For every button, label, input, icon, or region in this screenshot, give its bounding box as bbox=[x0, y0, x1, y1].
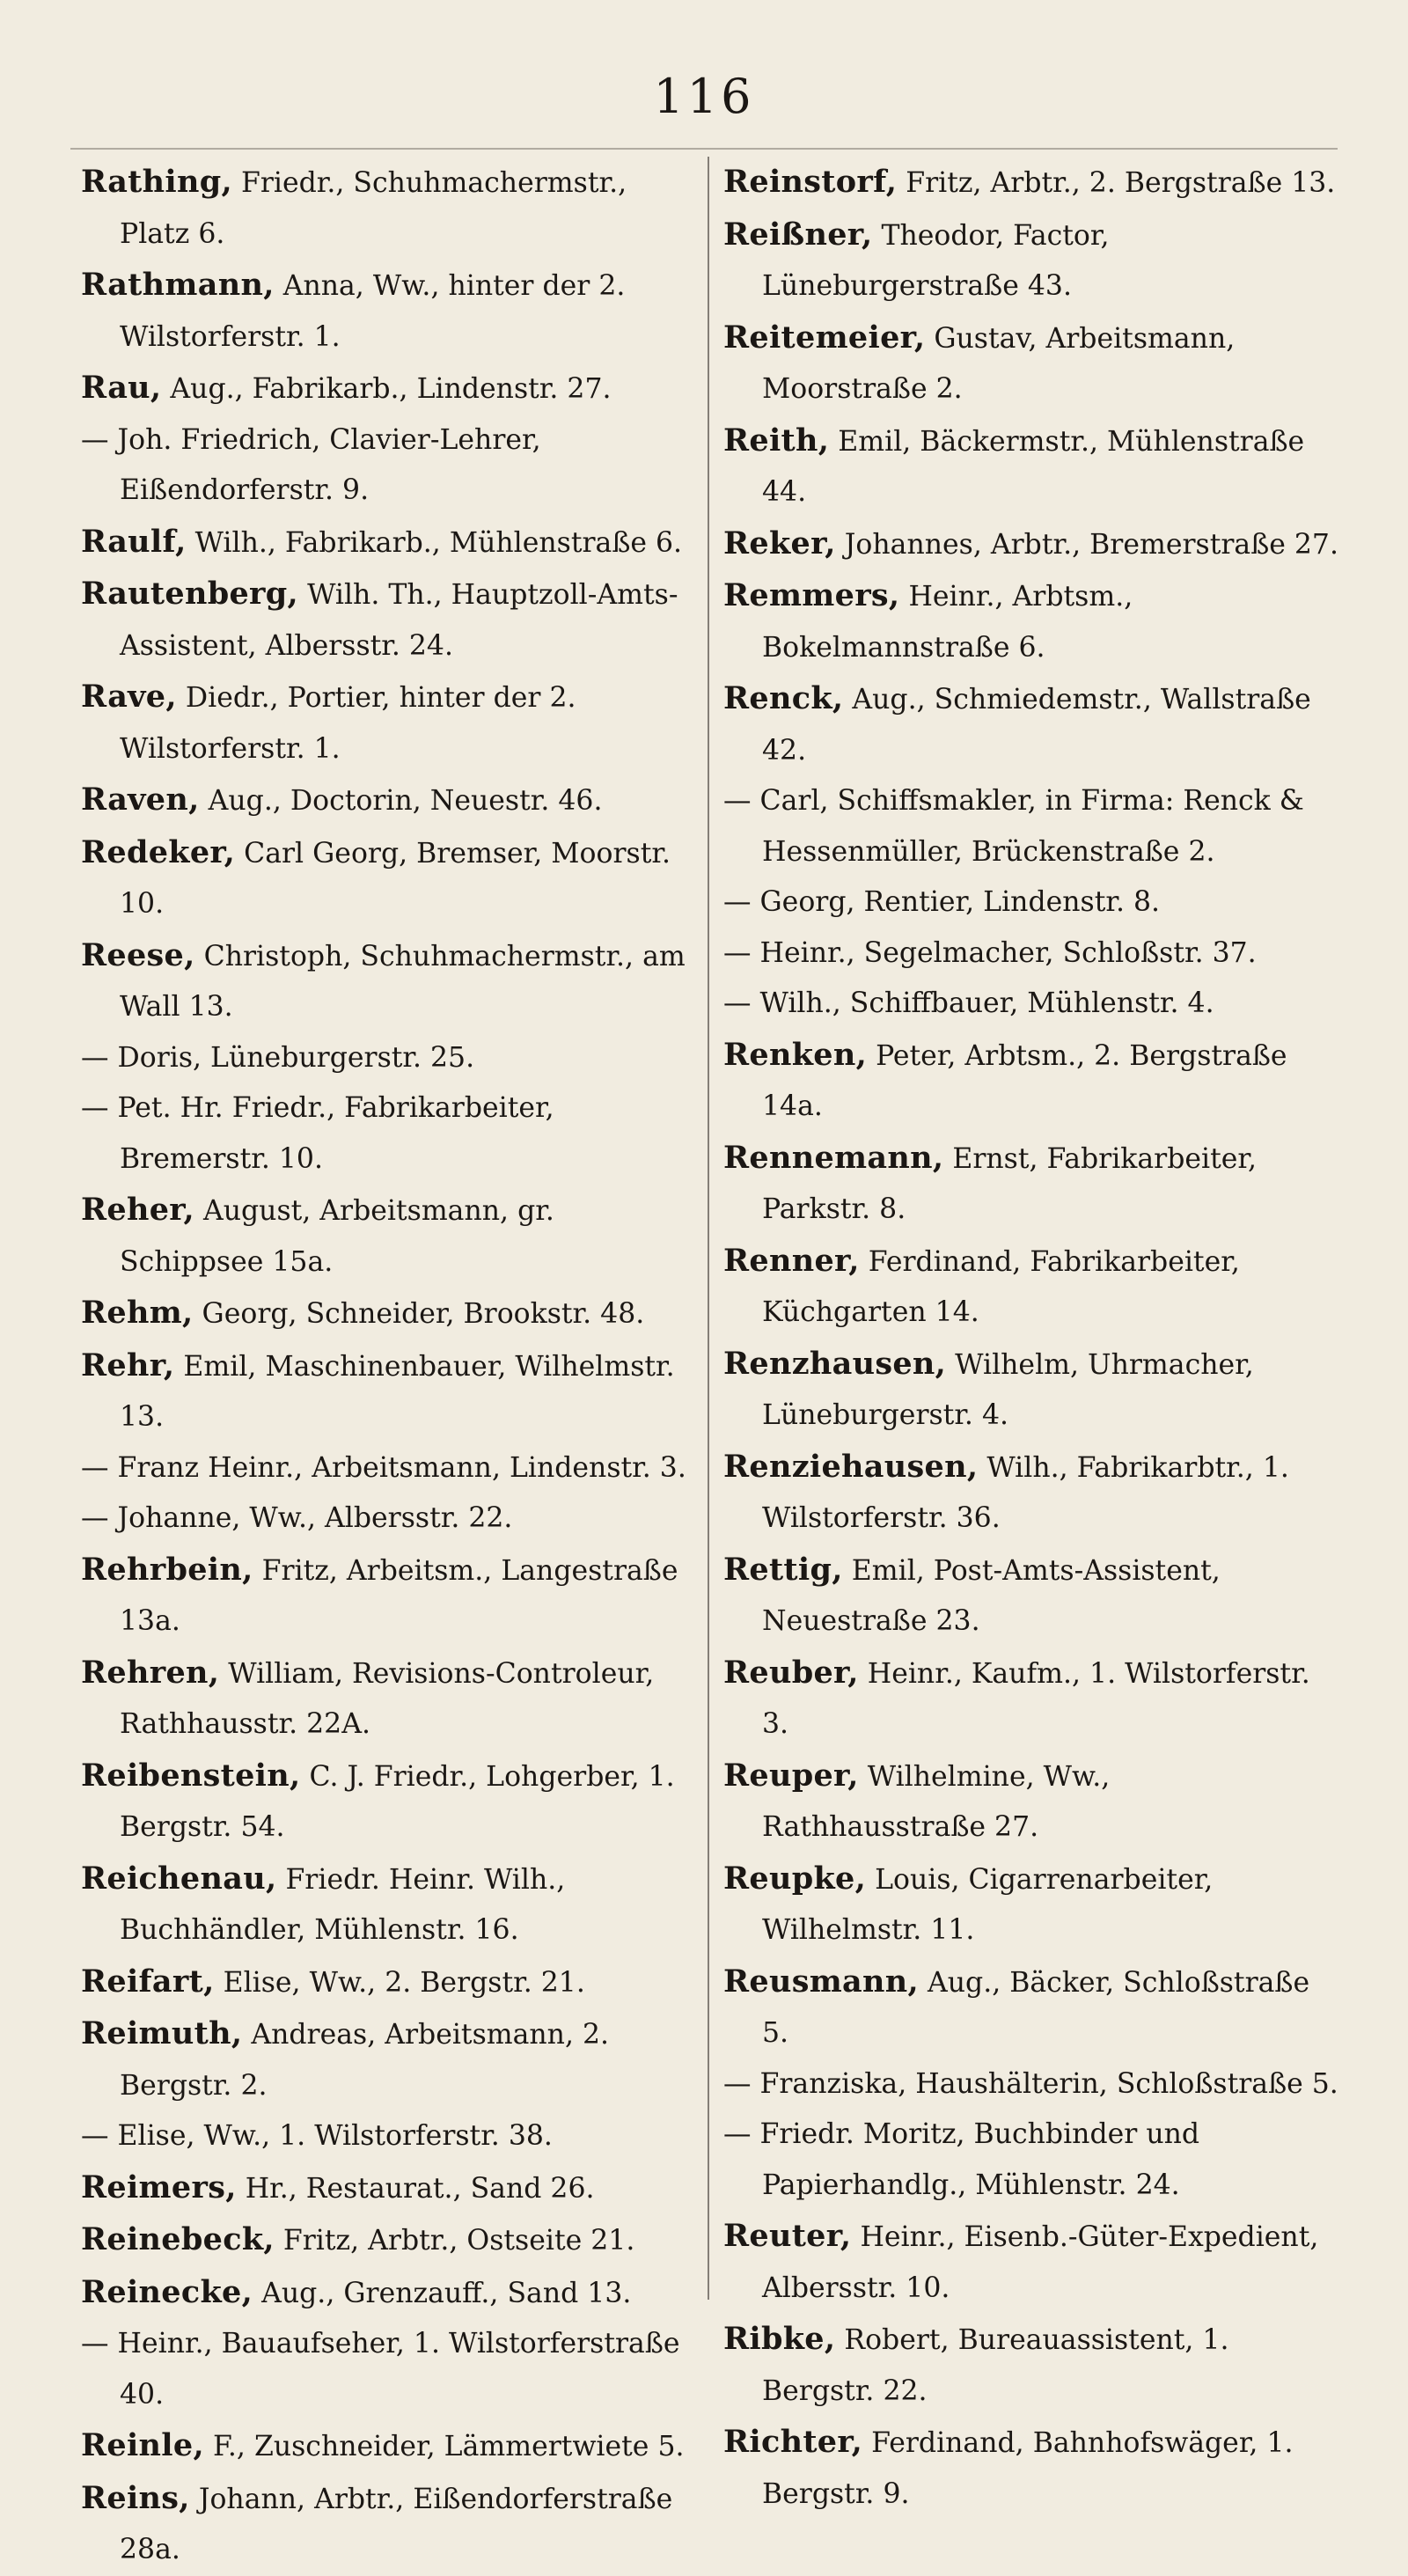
directory-entry bbox=[723, 1956, 1339, 2059]
entry-surname: Reifart, bbox=[81, 1963, 215, 2000]
directory-entry bbox=[81, 2473, 697, 2576]
entry-surname: Raven, bbox=[81, 782, 200, 818]
entry-details: Diedr., Portier, hinter der 2. Wilstorferstr. 1. bbox=[120, 682, 576, 765]
directory-entry bbox=[723, 2110, 1339, 2211]
entry-surname: Rathing, bbox=[81, 164, 232, 200]
entry-details: Anna, Ww., hinter der 2. Wilstorferstr. 1. bbox=[120, 270, 626, 353]
entry-surname: Reibenstein, bbox=[81, 1757, 301, 1794]
entry-details: Ernst, Fabrikarbeiter, Parkstr. 8. bbox=[762, 1142, 1258, 1225]
entry-details: Emil, Bäckermstr., Mühlenstraße 44. bbox=[762, 425, 1305, 508]
directory-entry bbox=[81, 1185, 697, 1288]
entry-surname: Rathmann, bbox=[81, 267, 275, 303]
entry-details: Heinr., Arbtsm., Bokelmannstraße 6. bbox=[762, 581, 1133, 664]
entry-surname: Reith, bbox=[723, 422, 830, 459]
entry-details: Emil, Maschinenbauer, Wilhelmstr. 13. bbox=[120, 1350, 675, 1433]
entry-details: — Wilh., Schiffbauer, Mühlenstr. 4. bbox=[723, 987, 1214, 1019]
entry-details: Fritz, Arbtr., 2. Bergstraße 13. bbox=[906, 167, 1336, 199]
column-divider bbox=[708, 157, 709, 2300]
entry-surname: Rehrbein, bbox=[81, 1551, 253, 1588]
entry-surname: Reinle, bbox=[81, 2427, 204, 2463]
directory-entry bbox=[723, 1750, 1339, 1853]
entry-surname: Ribke, bbox=[723, 2321, 836, 2357]
directory-entry bbox=[81, 260, 697, 363]
directory-entry bbox=[81, 1288, 697, 1340]
entry-surname: Rave, bbox=[81, 679, 177, 715]
page-number: 116 bbox=[653, 69, 755, 124]
entry-surname: Reitemeier, bbox=[723, 319, 926, 356]
entry-details: Carl Georg, Bremser, Moorstr. 10. bbox=[120, 837, 671, 920]
entry-surname: Reinstorf, bbox=[723, 164, 898, 200]
directory-entry bbox=[723, 2417, 1339, 2520]
directory-entry bbox=[723, 415, 1339, 518]
directory-entry bbox=[723, 157, 1339, 209]
entry-surname: Richter, bbox=[723, 2424, 863, 2460]
directory-entry bbox=[81, 2214, 697, 2267]
entry-details: Friedr. Heinr. Wilh., Buchhändler, Mühlenstr. 16. bbox=[120, 1863, 566, 1946]
entry-surname: Remmers, bbox=[723, 577, 900, 613]
entry-details: — Heinr., Bauaufseher, 1. Wilstorferstraße 40. bbox=[81, 2328, 680, 2411]
directory-entry bbox=[81, 569, 697, 672]
directory-entry bbox=[723, 2059, 1339, 2110]
entry-details: Aug., Doctorin, Neuestr. 46. bbox=[208, 785, 603, 817]
entry-surname: Rennemann, bbox=[723, 1139, 944, 1176]
directory-entry bbox=[81, 930, 697, 1033]
entry-details: Wilhelm, Uhrmacher, Lüneburgerstr. 4. bbox=[762, 1348, 1254, 1431]
directory-entry bbox=[81, 1493, 697, 1545]
entry-details: — Johanne, Ww., Albersstr. 22. bbox=[81, 1502, 513, 1534]
entry-details: — Pet. Hr. Friedr., Fabrikarbeiter, Bremerstr. 10. bbox=[81, 1092, 554, 1175]
directory-entry bbox=[723, 1030, 1339, 1133]
entry-details: Christoph, Schuhmachermstr., am Wall 13. bbox=[120, 940, 686, 1023]
directory-entry bbox=[81, 517, 697, 569]
entry-surname: Reker, bbox=[723, 525, 836, 561]
entry-details: Wilhelmine, Ww., Rathhausstraße 27. bbox=[762, 1760, 1111, 1843]
directory-entry bbox=[723, 877, 1339, 928]
directory-entry bbox=[81, 363, 697, 415]
directory-entry bbox=[81, 827, 697, 930]
directory-entry bbox=[81, 1033, 697, 1084]
directory-entry bbox=[81, 2420, 697, 2473]
entry-details: Fritz, Arbeitsm., Langestraße 13a. bbox=[120, 1554, 678, 1637]
entry-details: Ferdinand, Bahnhofswäger, 1. Bergstr. 9. bbox=[762, 2427, 1294, 2510]
directory-entry bbox=[723, 1236, 1339, 1339]
entry-details: — Franziska, Haushälterin, Schloßstraße 5. bbox=[723, 2067, 1338, 2100]
entry-surname: Renken, bbox=[723, 1036, 868, 1073]
entry-surname: Reichenau, bbox=[81, 1860, 277, 1897]
entry-details: Wilh., Fabrikarbtr., 1. Wilstorferstr. 36. bbox=[762, 1451, 1289, 1534]
entry-details: Wilh., Fabrikarb., Mühlenstraße 6. bbox=[194, 526, 683, 559]
directory-entry bbox=[81, 1750, 697, 1853]
entry-surname: Rehm, bbox=[81, 1295, 194, 1331]
directory-entry bbox=[723, 1648, 1339, 1750]
directory-entry bbox=[81, 1443, 697, 1494]
directory-entry bbox=[723, 209, 1339, 312]
directory-entry bbox=[81, 157, 697, 260]
directory-entry bbox=[81, 1545, 697, 1648]
entry-surname: Reuber, bbox=[723, 1654, 859, 1691]
entry-details: Emil, Post-Amts-Assistent, Neuestraße 23. bbox=[762, 1554, 1221, 1637]
entry-details: Andreas, Arbeitsmann, 2. Bergstr. 2. bbox=[120, 2019, 610, 2102]
entry-details: Aug., Bäcker, Schloßstraße 5. bbox=[762, 1966, 1310, 2049]
directory-entry bbox=[81, 2008, 697, 2111]
entry-surname: Reimers, bbox=[81, 2169, 237, 2205]
entry-surname: Redeker, bbox=[81, 833, 236, 870]
entry-details: Peter, Arbtsm., 2. Bergstraße 14a. bbox=[762, 1039, 1287, 1122]
directory-entry bbox=[723, 570, 1339, 673]
entry-details: Robert, Bureauassistent, 1. Bergstr. 22. bbox=[762, 2324, 1229, 2407]
entry-details: Aug., Fabrikarb., Lindenstr. 27. bbox=[170, 373, 612, 405]
entry-surname: Reupke, bbox=[723, 1860, 867, 1897]
entry-details: Hr., Restaurat., Sand 26. bbox=[245, 2172, 595, 2205]
directory-entry bbox=[723, 673, 1339, 776]
header-rule bbox=[70, 148, 1338, 150]
entry-details: — Elise, Ww., 1. Wilstorferstr. 38. bbox=[81, 2120, 553, 2152]
entry-surname: Reinebeck, bbox=[81, 2221, 275, 2257]
entry-details: William, Revisions-Controleur, Rathhausstr. 22A. bbox=[120, 1657, 655, 1740]
directory-entry bbox=[81, 2319, 697, 2420]
entry-surname: Reuter, bbox=[723, 2218, 852, 2254]
directory-entry bbox=[81, 2267, 697, 2320]
entry-details: Theodor, Factor, Lüneburgerstraße 43. bbox=[762, 219, 1110, 302]
entry-details: — Franz Heinr., Arbeitsmann, Lindenstr. 3. bbox=[81, 1451, 686, 1484]
entry-details: Friedr., Schuhmachermstr., Platz 6. bbox=[120, 167, 627, 250]
entry-details: — Friedr. Moritz, Buchbinder und Papierhandlg., Mühlenstr. 24. bbox=[723, 2118, 1200, 2201]
entry-surname: Renck, bbox=[723, 680, 844, 716]
entry-details: Georg, Schneider, Brookstr. 48. bbox=[202, 1298, 645, 1330]
entry-details: Heinr., Eisenb.-Güter-Expedient, Albersstr. 10. bbox=[762, 2221, 1319, 2304]
entry-details: Fritz, Arbtr., Ostseite 21. bbox=[282, 2225, 635, 2257]
entry-details: — Joh. Friedrich, Clavier-Lehrer, Eißendorferstr. 9. bbox=[81, 423, 541, 506]
directory-entry bbox=[81, 672, 697, 774]
directory-entry bbox=[723, 1853, 1339, 1956]
directory-entry bbox=[81, 1853, 697, 1956]
entry-details: — Georg, Rentier, Lindenstr. 8. bbox=[723, 886, 1161, 918]
right-column bbox=[723, 157, 1339, 2510]
directory-entry bbox=[723, 2314, 1339, 2417]
entry-surname: Renner, bbox=[723, 1242, 860, 1279]
entry-surname: Reißner, bbox=[723, 216, 873, 253]
entry-surname: Reinecke, bbox=[81, 2273, 253, 2310]
entry-surname: Reuper, bbox=[723, 1757, 859, 1794]
directory-entry bbox=[723, 1133, 1339, 1236]
entry-surname: Reimuth, bbox=[81, 2015, 243, 2051]
entry-surname: Reese, bbox=[81, 936, 195, 973]
directory-entry bbox=[81, 2111, 697, 2162]
entry-surname: Rehren, bbox=[81, 1654, 220, 1691]
directory-entry bbox=[723, 518, 1339, 571]
directory-entry bbox=[81, 1956, 697, 2009]
entry-details: Elise, Ww., 2. Bergstr. 21. bbox=[223, 1966, 585, 1999]
entry-details: — Doris, Lüneburgerstr. 25. bbox=[81, 1041, 475, 1074]
directory-entry bbox=[723, 1442, 1339, 1545]
directory-entry bbox=[723, 776, 1339, 877]
directory-entry bbox=[81, 774, 697, 827]
entry-details: F., Zuschneider, Lämmertwiete 5. bbox=[212, 2431, 685, 2462]
entry-details: Heinr., Kaufm., 1. Wilstorferstr. 3. bbox=[762, 1657, 1310, 1740]
entry-surname: Reins, bbox=[81, 2479, 190, 2516]
entry-details: — Heinr., Segelmacher, Schloßstr. 37. bbox=[723, 936, 1257, 969]
entry-surname: Rehr, bbox=[81, 1347, 175, 1383]
directory-entry bbox=[81, 415, 697, 517]
entry-details: — Carl, Schiffsmakler, in Firma: Renck & Hessenmüller, Brückenstraße 2. bbox=[723, 785, 1304, 868]
entry-details: Johannes, Arbtr., Bremerstraße 27. bbox=[844, 528, 1338, 561]
directory-entry bbox=[723, 312, 1339, 415]
entry-details: Johann, Arbtr., Eißendorferstraße 28a. bbox=[120, 2483, 673, 2565]
entry-surname: Reusmann, bbox=[723, 1963, 919, 2000]
entry-details: Ferdinand, Fabrikarbeiter, Küchgarten 14. bbox=[762, 1245, 1240, 1328]
directory-entry bbox=[81, 1340, 697, 1443]
entry-surname: Renziehausen, bbox=[723, 1448, 979, 1485]
entry-surname: Rau, bbox=[81, 370, 162, 406]
directory-entry bbox=[81, 1083, 697, 1185]
entry-surname: Reher, bbox=[81, 1192, 194, 1228]
entry-details: C. J. Friedr., Lohgerber, 1. Bergstr. 54. bbox=[120, 1760, 675, 1843]
directory-entry bbox=[81, 1648, 697, 1750]
entry-details: Gustav, Arbeitsmann, Moorstraße 2. bbox=[762, 322, 1236, 405]
left-column bbox=[81, 157, 697, 2565]
directory-entry bbox=[723, 928, 1339, 980]
entry-details: Louis, Cigarrenarbeiter, Wilhelmstr. 11. bbox=[762, 1863, 1214, 1946]
entry-details: August, Arbeitsmann, gr. Schippsee 15a. bbox=[120, 1195, 554, 1278]
entry-surname: Raulf, bbox=[81, 523, 187, 560]
entry-surname: Renzhausen, bbox=[723, 1345, 947, 1382]
entry-surname: Rautenberg, bbox=[81, 576, 299, 612]
directory-entry bbox=[723, 2211, 1339, 2314]
directory-entry bbox=[723, 1545, 1339, 1648]
directory-entry bbox=[723, 979, 1339, 1030]
entry-details: Wilh. Th., Hauptzoll-Amts-Assistent, Albersstr. 24. bbox=[120, 579, 678, 662]
entry-details: Aug., Schmiedemstr., Wallstraße 42. bbox=[762, 684, 1311, 767]
directory-entry bbox=[723, 1339, 1339, 1442]
entry-details: Aug., Grenzauff., Sand 13. bbox=[261, 2277, 632, 2309]
entry-surname: Rettig, bbox=[723, 1551, 843, 1588]
directory-entry bbox=[81, 2162, 697, 2215]
